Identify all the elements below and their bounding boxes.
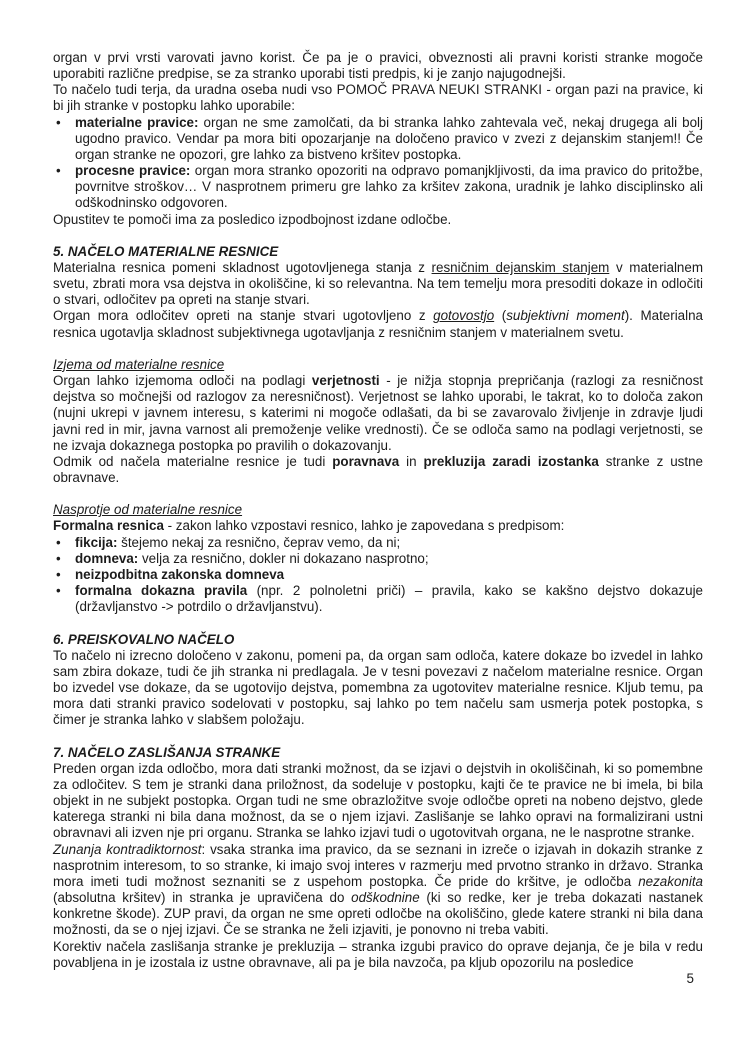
sub-heading (53, 502, 703, 518)
text-run: ( (494, 308, 507, 324)
text-run: 6. PREISKOVALNO NAČELO (53, 631, 235, 647)
bullet-item (53, 567, 703, 583)
text-run: neizpodbitna zakonska domneva (75, 566, 285, 582)
text-run: gotovostjo (433, 308, 495, 324)
text-run: Nasprotje od materialne resnice (53, 502, 243, 518)
paragraph (53, 939, 703, 971)
text-run: subjektivni moment (506, 308, 625, 324)
text-run: (ki so redke, ker je treba dokazati nastanek konkretne škode). ZUP pravi, da organ ne sme opreti odločbe na okoliščino, glede katere stranki ni bila dana možnosti, da se o njej izjavi. Če se stranka ne želi izjaviti, je ponovno ni treba vabiti. (53, 890, 703, 938)
text-run: To načelo ni izrecno določeno v zakonu, pomeni pa, da organ sam odloča, katere dokaze bo izvedel in lahko sam zbira dokaze, tudi če jih stranka ni predlagala. Je v tesni povezavi z načelom materialne resnice. Organ bo izvedel vse dokaze, da se ugotovijo dejstva, pomembna za ugotovitev materialne resnice. Kljub temu, pa mora dati stranki pravico sodelovati v postopku, saj lahko po tem načelu sam usmerja potek postopka, s čimer je stranka lahko v slabšem položaju. (53, 647, 703, 728)
paragraph (53, 308, 703, 340)
bullet-icon: • (56, 114, 61, 130)
text-run: v materialnem svetu, zbrati mora vsa dejstva in okoliščine, ki so relevantna. Na tem temelju mora presoditi dokaze in odločiti o stvari, odločitev pa opreti na stanje stvari. (53, 260, 703, 308)
paragraph (53, 842, 703, 939)
document-content (53, 50, 703, 971)
text-run: verjetnosti (311, 373, 380, 389)
text-run: organ mora stranko opozoriti na odpravo pomanjkljivosti, da ima pravico do pritožbe, povrnitve stroškov… V nasprotnem primeru gre lahko za kršitev zakona, uradnik je lahko disciplinsko ali odškodninsko odgovoren. (75, 163, 703, 211)
section-heading (53, 244, 703, 260)
text-run: Opustitev te pomoči ima za posledico izpodbojnost izdane odločbe. (53, 211, 452, 227)
text-run: - zakon lahko vzpostavi resnico, lahko je zapovedana s predpisom: (163, 518, 565, 534)
section-heading (53, 745, 703, 761)
text-run: materialne pravice: (75, 114, 199, 130)
text-run: stranke z ustne obravnave. (53, 453, 703, 486)
text-run: prekluzija zaradi izostanka (423, 453, 599, 469)
text-run: organ v prvi vrsti varovati javno korist. Če pa je o pravici, obveznosti ali pravni koristi stranke mogoče uporabiti različne predpise, se za stranko uporabi tisti predpis, ki je zanjo najugodnejši. (53, 50, 703, 82)
page-number: 5 (686, 970, 694, 986)
paragraph (53, 260, 703, 308)
bullet-item (53, 551, 703, 567)
text-run: štejemo nekaj za resnično, čeprav vemo, da ni; (117, 534, 401, 550)
bullet-item (53, 163, 703, 211)
text-run: Izjema od materialne resnice (53, 356, 225, 372)
bullet-icon: • (56, 566, 61, 582)
bullet-icon: • (56, 550, 61, 566)
paragraph (53, 373, 703, 454)
text-run: Materialna resnica pomeni skladnost ugotovljenega stanja z (53, 260, 432, 276)
text-run: nezakonita (638, 873, 703, 889)
blank-line (53, 486, 703, 502)
bullet-icon: • (56, 583, 61, 599)
text-run: resničnim dejanskim stanjem (431, 260, 610, 276)
text-run: fikcija: (75, 534, 118, 550)
text-run: Korektiv načela zaslišanja stranke je prekluzija – stranka izgubi pravico do oprave dejanja, če je bila v redu povabljena in je izostala iz ustne obravnave, ali pa je bila navzoča, pa kljub opozorilu na posledice (53, 938, 703, 970)
text-run: Zunanja kontradiktornost (53, 841, 202, 857)
paragraph (53, 212, 703, 228)
text-run: To načelo tudi terja, da uradna oseba nudi vso POMOČ PRAVA NEUKI STRANKI - organ pazi na pravice, ki bi jih stranke v postopku lahko uporabile: (53, 82, 703, 114)
text-run: organ ne sme zamolčati, da bi stranka lahko zahtevala več, nekaj drugega ali bolj ugodno pravico. Vendar pa mora biti opozarjanje na določeno pravico v zvezi z dejanskim stanjem!! Če organ stranke ne opozori, gre lahko za bistveno kršitev postopka. (75, 114, 703, 162)
text-run: Organ mora odločitev opreti na stanje stvari ugotovljeno z (53, 308, 434, 324)
blank-line (53, 228, 703, 244)
text-run: odškodnine (351, 890, 420, 906)
text-run: 5. NAČELO MATERIALNE RESNICE (53, 243, 279, 259)
text-run: Odmik od načela materialne resnice je tudi (53, 453, 333, 469)
text-run: Preden organ izda odločbo, mora dati stranki možnost, da se izjavi o dejstvih in okoliščinah, ki so pomembne za odločitev. S tem je stranki dana priložnost, da sodeluje v postopku, kajti če te pravice ne bi imela, bi bila objekt in ne subjekt postopka. Organ tudi ne sme obrazložitve svoje odločbe opreti na nobeno dejstvo, glede katerega stranki ni bila dana možnost, da se o njem izjavi. Zaslišanje se lahko opravi na formalizirani ustni obravnavi ali izven nje pri organu. Stranka se lahko izjavi tudi o ugotovitvah organa, ne le nasprotne stranke. (53, 760, 703, 841)
text-run: ). Materialna resnica ugotavlja skladnost subjektivnega ugotavljanja z resničnim stanjem v materialnem svetu. (53, 308, 703, 340)
text-run: (absolutna kršitev) in stranka je upravičena do (53, 890, 352, 906)
paragraph (53, 50, 703, 82)
bullet-item (53, 583, 703, 615)
blank-line (53, 615, 703, 631)
bullet-icon: • (56, 534, 61, 550)
text-run: in (399, 453, 424, 469)
paragraph (53, 454, 703, 486)
paragraph (53, 82, 703, 114)
text-run: - je nižja stopnja prepričanja (razlogi za resničnost dejstva so močnejši od razlogov za neresničnost). Verjetnost se lahko uporabi, le takrat, ko to določa zakon (nujni ukrepi v javnem interesu, s katerimi ni mogoče odlašati, da bi se zavarovalo življenje in zdravje ljudi javni red in mir, javna varnost ali premoženje velike vrednosti). Če se odloča samo na podlagi verjetnosti, se ne izvaja dokaznega postopka po pravilih o dokazovanju. (53, 373, 703, 453)
text-run: procesne pravice: (75, 163, 191, 179)
text-run: : vsaka stranka ima pravico, da se seznani in izreče o izjavah in dokazih stranke z nasprotnim interesom, to so stranke, ki imajo svoj interes v razmerju med prvotno stranko in državo. Stranka mora imeti tudi možnost seznaniti se z uspehom postopka. Če pride do kršitve, je odločba (53, 841, 703, 889)
bullet-icon: • (56, 163, 61, 179)
paragraph (53, 518, 703, 534)
text-run: velja za resnično, dokler ni dokazano nasprotno; (138, 550, 429, 566)
sub-heading (53, 357, 703, 373)
text-run: poravnava (332, 453, 400, 469)
section-heading (53, 632, 703, 648)
text-run: Organ lahko izjemoma odloči na podlagi (53, 373, 312, 389)
bullet-item (53, 535, 703, 551)
bullet-item (53, 115, 703, 163)
text-run: (npr. 2 polnoletni priči) – pravila, kako se kakšno dejstvo dokazuje (državljanstvo -> potrdilo o državljanstvu). (75, 583, 703, 615)
paragraph (53, 761, 703, 842)
blank-line (53, 729, 703, 745)
text-run: formalna dokazna pravila (75, 583, 248, 599)
text-run: Formalna resnica (53, 518, 164, 534)
text-run: domneva: (75, 550, 139, 566)
text-run: 7. NAČELO ZASLIŠANJA STRANKE (53, 744, 281, 760)
paragraph (53, 648, 703, 729)
blank-line (53, 341, 703, 357)
